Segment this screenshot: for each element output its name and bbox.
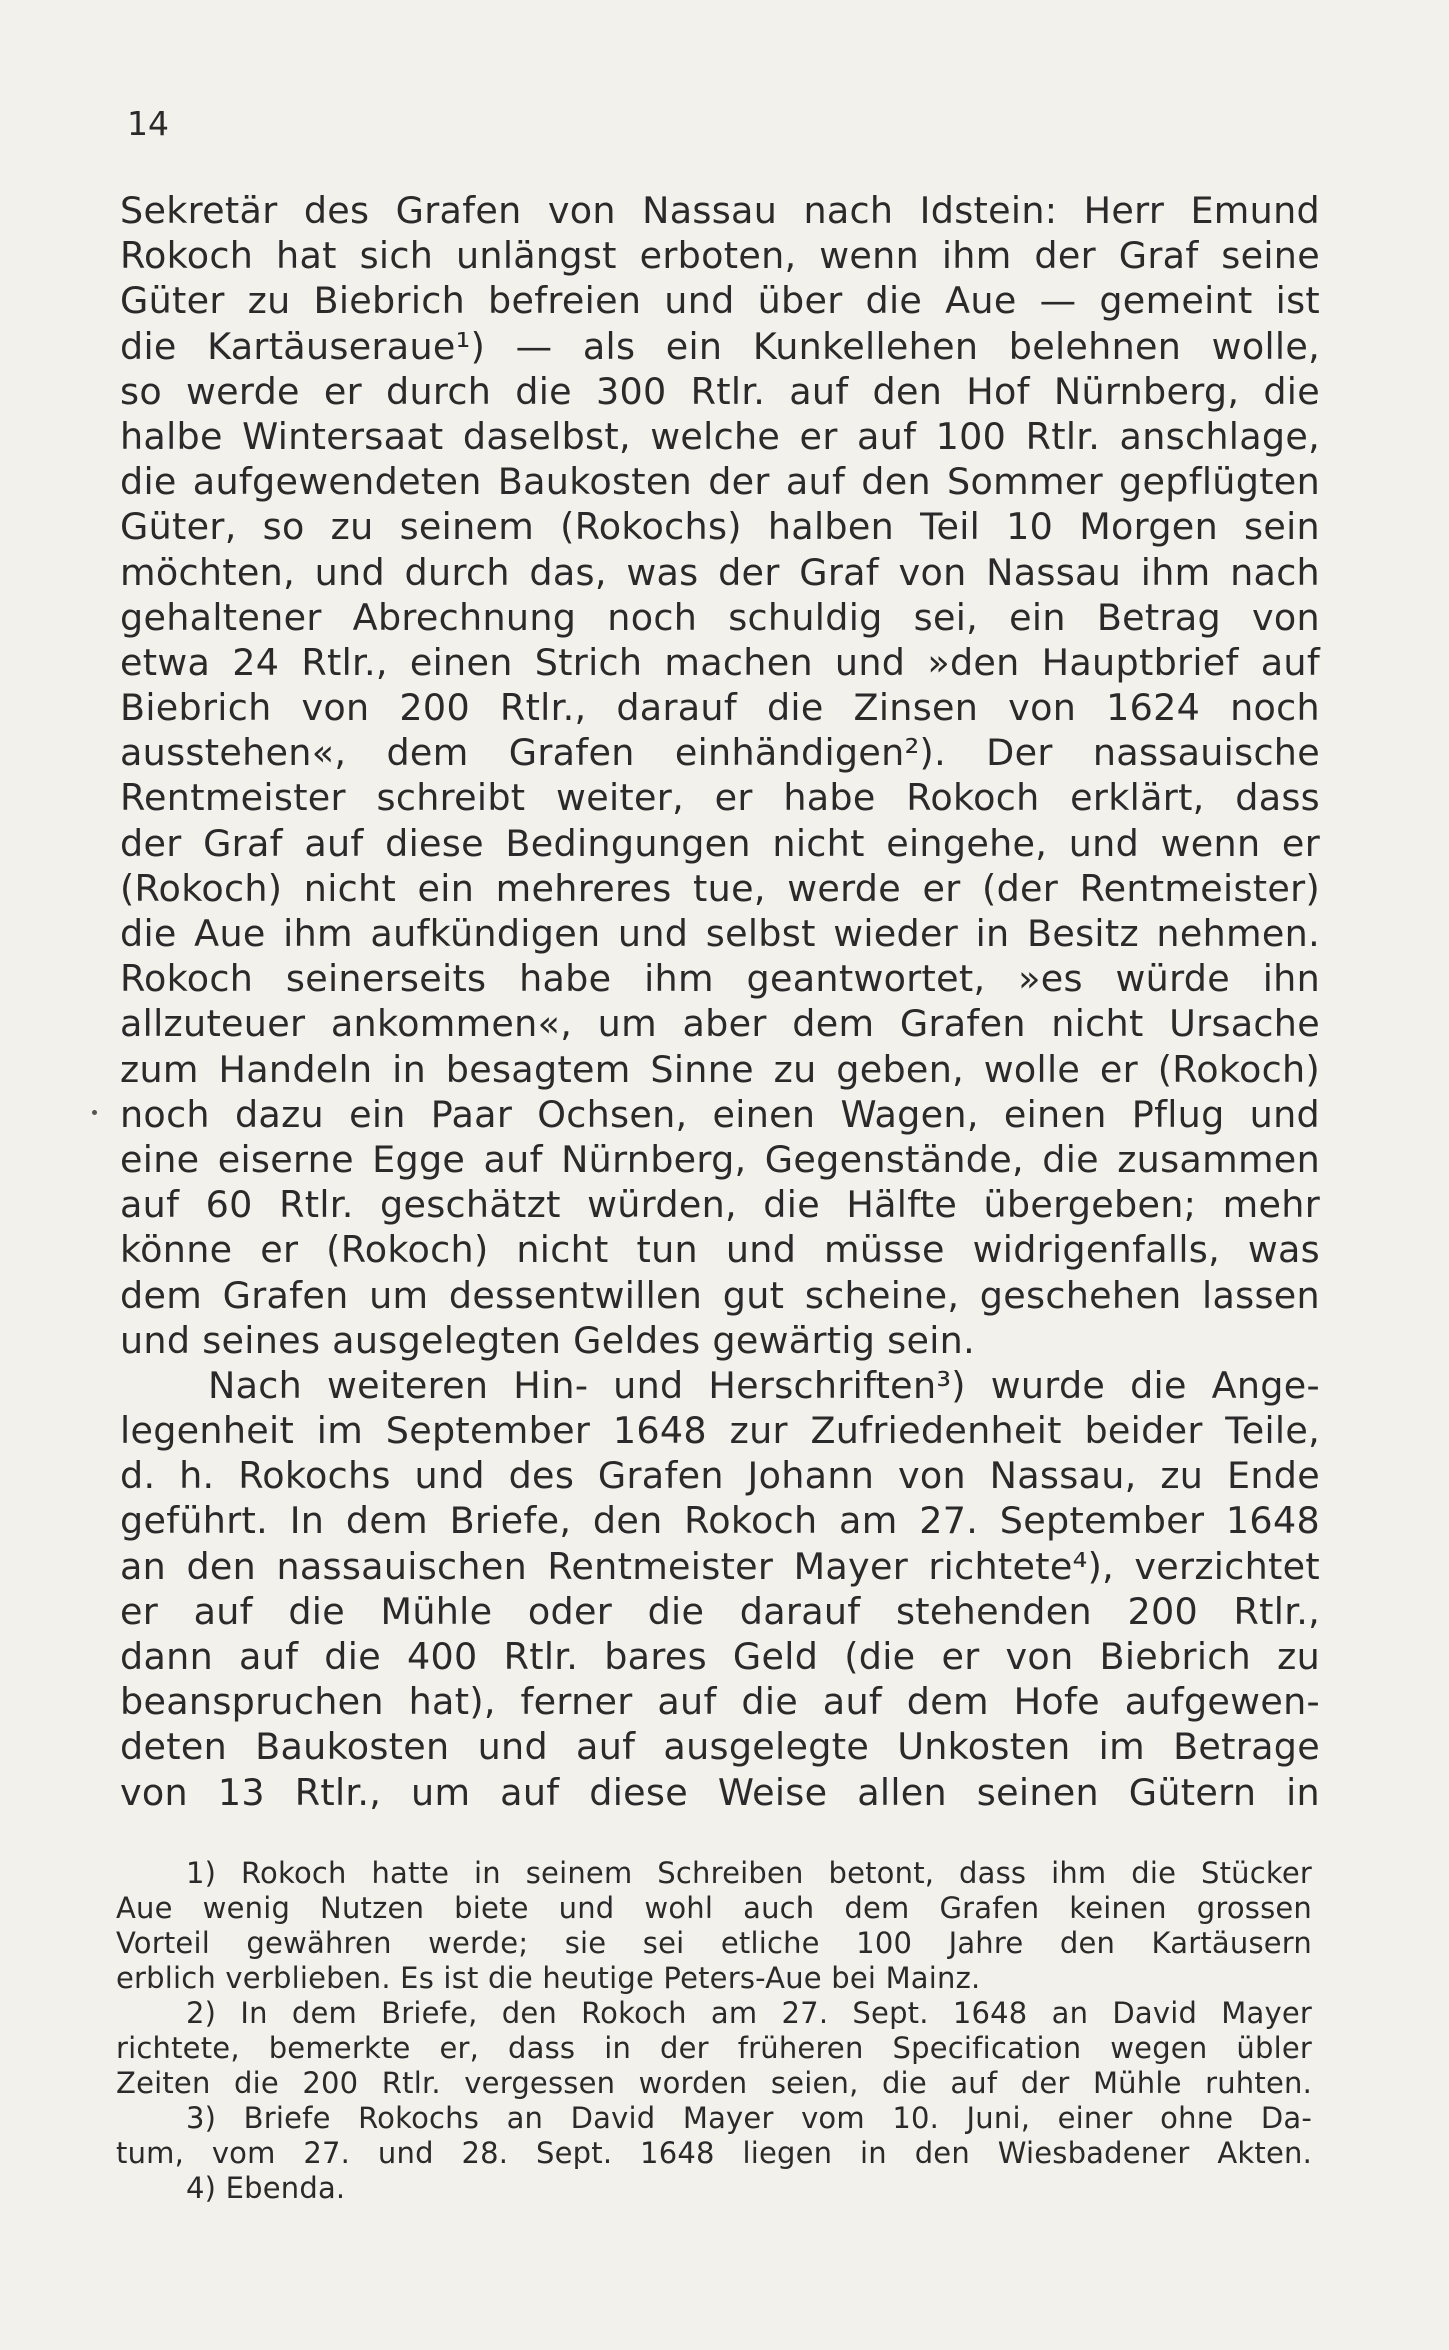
- text-line: etwa 24 Rtlr., einen Strich machen und »den Hauptbrief auf: [120, 640, 1320, 684]
- text-line: die aufgewendeten Baukosten der auf den Sommer gepflügten: [120, 460, 1320, 504]
- text-line: die Kartäuseraue¹) — als ein Kunkellehen belehnen wolle,: [120, 324, 1320, 368]
- text-line: dann auf die 400 Rtlr. bares Geld (die er von Biebrich zu: [120, 1635, 1320, 1678]
- footnote-1-line: erblich verblieben. Es ist die heutige Peters-Aue bei Mainz.: [116, 1961, 981, 1995]
- text-line: Güter, so zu seinem (Rokochs) halben Teil 10 Morgen sein: [120, 505, 1320, 549]
- text-line: geführt. In dem Briefe, den Rokoch am 27. September 1648: [120, 1499, 1320, 1543]
- footnote-1-line: 1) Rokoch hatte in seinem Schreiben betont, dass ihm die Stücker: [186, 1856, 1312, 1890]
- text-line: Güter zu Biebrich befreien und über die Aue — gemeint ist: [120, 279, 1320, 323]
- text-line: Sekretär des Grafen von Nassau nach Idstein: Herr Emund: [120, 189, 1320, 232]
- text-line: noch dazu ein Paar Ochsen, einen Wagen, einen Pflug und: [120, 1092, 1320, 1136]
- footnote-2-line: Zeiten die 200 Rtlr. vergessen worden seien, die auf der Mühle ruhten.: [116, 2066, 1312, 2100]
- footnotes: [116, 1856, 1312, 2206]
- footnote-4-line: 4) Ebenda.: [186, 2171, 346, 2205]
- text-line: allzuteuer ankommen«, um aber dem Grafen nicht Ursache: [120, 1002, 1320, 1046]
- text-line: Biebrich von 200 Rtlr., darauf die Zinsen von 1624 noch: [120, 686, 1320, 730]
- text-line: ausstehen«, dem Grafen einhändigen²). Der nassauische: [120, 731, 1320, 775]
- text-line: zum Handeln in besagtem Sinne zu geben, wolle er (Rokoch): [120, 1047, 1320, 1091]
- text-line: Rokoch seinerseits habe ihm geantwortet, »es würde ihn: [120, 957, 1320, 1001]
- text-line: der Graf auf diese Bedingungen nicht eingehe, und wenn er: [120, 821, 1320, 865]
- text-line: (Rokoch) nicht ein mehreres tue, werde er (der Rentmeister): [120, 866, 1320, 910]
- margin-mark: [92, 1110, 97, 1115]
- text-line-paragraph-end: und seines ausgelegten Geldes gewärtig sein.: [120, 1318, 976, 1362]
- text-line: er auf die Mühle oder die darauf stehenden 200 Rtlr.,: [120, 1589, 1320, 1633]
- text-line: Rentmeister schreibt weiter, er habe Rokoch erklärt, dass: [120, 776, 1320, 820]
- text-line: könne er (Rokoch) nicht tun und müsse widrigenfalls, was: [120, 1228, 1320, 1272]
- footnote-2-line: 2) In dem Briefe, den Rokoch am 27. Sept. 1648 an David Mayer: [186, 1996, 1312, 2030]
- text-line: so werde er durch die 300 Rtlr. auf den Hof Nürnberg, die: [120, 369, 1320, 413]
- text-line: legenheit im September 1648 zur Zufriedenheit beider Teile,: [120, 1409, 1320, 1453]
- text-line: an den nassauischen Rentmeister Mayer richtete⁴), verzichtet: [120, 1544, 1320, 1588]
- text-line: gehaltener Abrechnung noch schuldig sei, ein Betrag von: [120, 595, 1320, 639]
- text-line: möchten, und durch das, was der Graf von Nassau ihm nach: [120, 550, 1320, 594]
- main-text: [120, 188, 1320, 1815]
- text-line: auf 60 Rtlr. geschätzt würden, die Hälfte übergeben; mehr: [120, 1183, 1320, 1227]
- text-line-paragraph-start: Nach weiteren Hin- und Herschriften³) wurde die Ange-: [208, 1363, 1320, 1407]
- text-line: halbe Wintersaat daselbst, welche er auf 100 Rtlr. anschlage,: [120, 414, 1320, 458]
- footnote-1-line: Aue wenig Nutzen biete und wohl auch dem Grafen keinen grossen: [116, 1891, 1312, 1925]
- text-line: beanspruchen hat), ferner auf die auf dem Hofe aufgewen-: [120, 1680, 1320, 1724]
- footnote-1-line: Vorteil gewähren werde; sie sei etliche 100 Jahre den Kartäusern: [116, 1926, 1312, 1960]
- footnote-2-line: richtete, bemerkte er, dass in der früheren Specification wegen übler: [116, 2031, 1312, 2065]
- text-line: von 13 Rtlr., um auf diese Weise allen seinen Gütern in: [120, 1770, 1320, 1814]
- text-line: Rokoch hat sich unlängst erboten, wenn ihm der Graf seine: [120, 234, 1320, 278]
- text-line: die Aue ihm aufkündigen und selbst wieder in Besitz nehmen.: [120, 912, 1320, 955]
- text-line: deten Baukosten und auf ausgelegte Unkosten im Betrage: [120, 1725, 1320, 1769]
- text-line: eine eiserne Egge auf Nürnberg, Gegenstände, die zusammen: [120, 1137, 1320, 1181]
- text-line: dem Grafen um dessentwillen gut scheine, geschehen lassen: [120, 1273, 1320, 1317]
- text-line: d. h. Rokochs und des Grafen Johann von Nassau, zu Ende: [120, 1454, 1320, 1498]
- footnote-3-line: tum, vom 27. und 28. Sept. 1648 liegen in den Wiesbadener Akten.: [116, 2136, 1312, 2170]
- footnote-3-line: 3) Briefe Rokochs an David Mayer vom 10. Juni, einer ohne Da-: [186, 2101, 1312, 2135]
- page-number: 14: [127, 104, 169, 143]
